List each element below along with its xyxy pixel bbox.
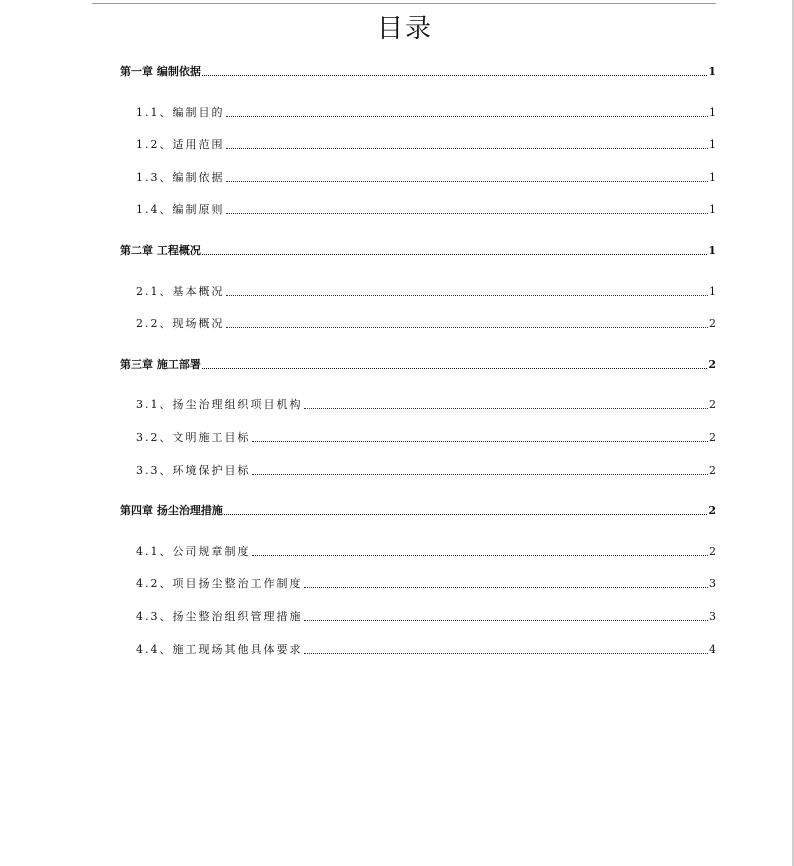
dot-leader	[304, 653, 709, 654]
toc-section-4-2[interactable]	[136, 575, 716, 591]
toc-page-number: 1	[709, 138, 716, 151]
toc-page-number: 1	[708, 65, 716, 78]
toc-entry-label: 1.4、编制原则	[136, 203, 225, 216]
toc-section-4-1[interactable]	[136, 543, 716, 559]
toc-entry-label: 4.4、施工现场其他具体要求	[136, 643, 303, 656]
dot-leader	[226, 181, 709, 182]
dot-leader	[226, 327, 709, 328]
toc-page-number: 3	[709, 610, 716, 623]
dot-leader	[304, 408, 709, 409]
dot-leader	[202, 368, 708, 369]
dot-leader	[226, 213, 709, 214]
dot-leader	[226, 295, 709, 296]
toc-page-number: 2	[708, 504, 716, 517]
toc-section-3-1[interactable]	[136, 396, 716, 412]
page-title: 目录	[376, 14, 433, 44]
dot-leader	[304, 620, 709, 621]
toc-entry-label: 2.2、现场概况	[136, 317, 225, 330]
toc-entry-label: 2.1、基本概况	[136, 285, 225, 298]
toc-page-number: 1	[709, 203, 716, 216]
toc-page-number: 4	[709, 643, 716, 656]
toc-entry-label: 3.2、文明施工目标	[136, 431, 251, 444]
toc-section-3-2[interactable]	[136, 429, 716, 445]
header-rule	[92, 3, 716, 4]
toc-section-2-2[interactable]	[136, 315, 716, 331]
dot-leader	[226, 116, 709, 117]
toc-entry-label: 1.3、编制依据	[136, 171, 225, 184]
toc-section-1-3[interactable]	[136, 169, 716, 185]
toc-chapter-4[interactable]	[120, 502, 716, 518]
toc-page-number: 2	[709, 317, 716, 330]
toc-page-number: 2	[709, 464, 716, 477]
toc-page-number: 1	[709, 171, 716, 184]
toc-page-number: 1	[709, 106, 716, 119]
toc-section-1-4[interactable]	[136, 201, 716, 217]
dot-leader	[252, 555, 709, 556]
toc-section-1-2[interactable]	[136, 136, 716, 152]
dot-leader	[224, 514, 708, 515]
dot-leader	[202, 75, 708, 76]
toc-page-number: 1	[708, 244, 716, 257]
toc-page-number: 2	[709, 431, 716, 444]
toc-page-number: 3	[709, 577, 716, 590]
toc-entry-label: 4.3、扬尘整治组织管理措施	[136, 610, 303, 623]
toc-chapter-2[interactable]	[120, 242, 716, 258]
toc-section-4-3[interactable]	[136, 608, 716, 624]
dot-leader	[252, 441, 709, 442]
toc-section-4-4[interactable]	[136, 641, 716, 657]
toc-entry-label: 1.1、编制目的	[136, 106, 225, 119]
dot-leader	[252, 474, 709, 475]
toc-page-number: 1	[709, 285, 716, 298]
toc-entry-label: 第四章 扬尘治理措施	[120, 504, 223, 517]
toc-entry-label: 第一章 编制依据	[120, 65, 201, 78]
toc-entry-label: 3.1、扬尘治理组织项目机构	[136, 398, 303, 411]
toc-chapter-1[interactable]	[120, 63, 716, 79]
dot-leader	[202, 254, 708, 255]
dot-leader	[304, 587, 709, 588]
toc-entry-label: 3.3、环境保护目标	[136, 464, 251, 477]
dot-leader	[226, 148, 709, 149]
toc-entry-label: 4.2、项目扬尘整治工作制度	[136, 577, 303, 590]
toc-chapter-3[interactable]	[120, 356, 716, 372]
toc-page-number: 2	[709, 398, 716, 411]
toc-section-2-1[interactable]	[136, 283, 716, 299]
toc-entry-label: 第三章 施工部署	[120, 358, 201, 371]
toc-section-3-3[interactable]	[136, 462, 716, 478]
toc-entry-label: 4.1、公司规章制度	[136, 545, 251, 558]
toc-entry-label: 1.2、适用范围	[136, 138, 225, 151]
toc-section-1-1[interactable]	[136, 104, 716, 120]
toc-page-number: 2	[709, 545, 716, 558]
toc-entry-label: 第二章 工程概况	[120, 244, 201, 257]
toc-page-number: 2	[708, 358, 716, 371]
